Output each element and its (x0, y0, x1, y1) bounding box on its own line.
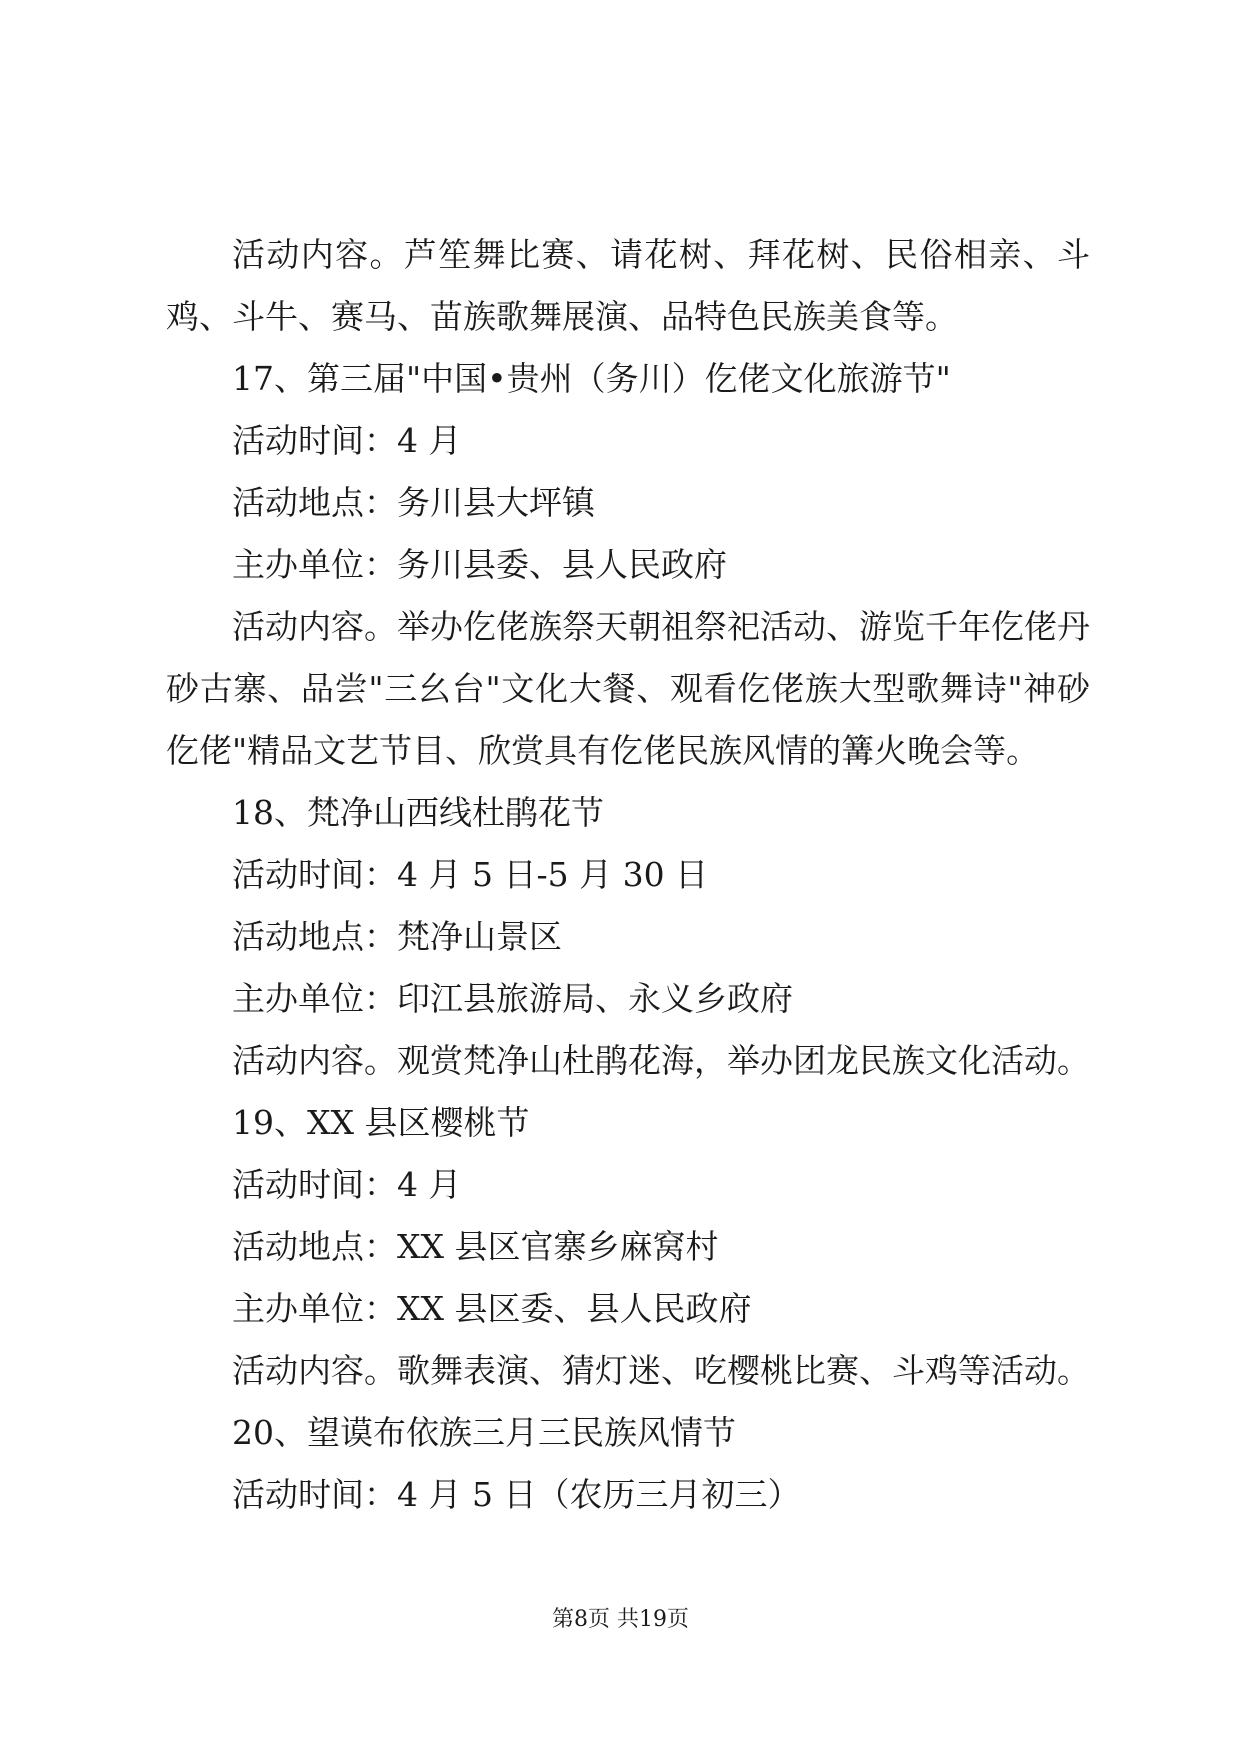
paragraph-activity-location: 活动地点：务川县大坪镇 (232, 483, 595, 522)
paragraph-activity-location: 活动地点：XX 县区官寨乡麻窝村 (232, 1227, 719, 1266)
paragraph-activity-content: 活动内容。歌舞表演、猜灯迷、吃樱桃比赛、斗鸡等活动。 (232, 1351, 1090, 1390)
paragraph-activity-time: 活动时间：4 月 5 日-5 月 30 日 (232, 855, 709, 894)
paragraph-activity-content: 活动内容。观赏梵净山杜鹃花海，举办团龙民族文化活动。 (232, 1041, 1090, 1080)
paragraph-activity-content: 活动内容。举办仡佬族祭天朝祖祭祀活动、游览千年仡佬丹砂古寨、品尝"三幺台"文化大餐、观看仡佬族大型歌舞诗"神砂仡佬"精品文艺节目、欣赏具有仡佬民族风情的篝火晚会等。 (166, 607, 1090, 770)
paragraph-activity-content: 活动内容。芦笙舞比赛、请花树、拜花树、民俗相亲、斗鸡、斗牛、赛马、苗族歌舞展演、品特色民族美食等。 (166, 235, 1090, 336)
paragraph-activity-time: 活动时间：4 月 (232, 1165, 462, 1204)
heading-item-18: 18、梵净山西线杜鹃花节 (232, 793, 604, 832)
paragraph-activity-location: 活动地点：梵净山景区 (232, 917, 562, 956)
heading-item-20: 20、望谟布依族三月三民族风情节 (232, 1413, 736, 1452)
heading-item-19: 19、XX 县区樱桃节 (232, 1103, 530, 1142)
heading-item-17: 17、第三届"中国•贵州（务川）仡佬文化旅游节" (232, 359, 951, 398)
paragraph-organizer: 主办单位：XX 县区委、县人民政府 (232, 1289, 752, 1328)
paragraph-activity-time: 活动时间：4 月 5 日（农历三月初三） (232, 1475, 801, 1514)
document-body (166, 224, 1090, 1526)
paragraph-organizer: 主办单位：印江县旅游局、永义乡政府 (232, 979, 793, 1018)
paragraph-organizer: 主办单位：务川县委、县人民政府 (232, 545, 727, 584)
paragraph-activity-time: 活动时间：4 月 (232, 421, 462, 460)
page-number-footer: 第8页 共19页 (552, 1607, 689, 1632)
